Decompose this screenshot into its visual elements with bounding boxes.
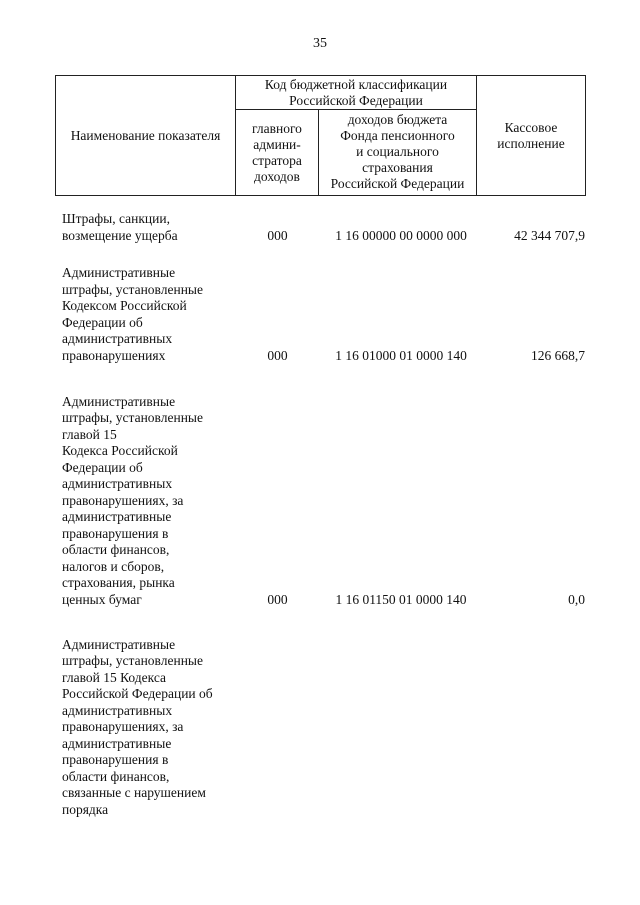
row-cash-amount: 42 344 707,9	[514, 227, 585, 243]
header-cash-execution-label: Кассовое исполнение	[497, 119, 565, 151]
header-cash-execution	[477, 76, 585, 195]
row-indicator-name: Административные штрафы, установленные главой 15 Кодекса Российской Федерации об административных правонарушениях, за административные правонарушения в области финансов, связанные с нарушением порядка	[62, 636, 213, 817]
row-admin-code: 000	[267, 227, 288, 243]
row-cash-amount: 126 668,7	[531, 347, 585, 363]
header-indicator-name	[56, 76, 236, 195]
header-chief-administrator-label: главного админи- стратора доходов	[252, 120, 302, 184]
table-header	[55, 75, 586, 196]
header-fund-income	[319, 110, 477, 195]
header-indicator-name-label: Наименование показателя	[70, 127, 221, 143]
header-fund-income-label: доходов бюджета Фонда пенсионного и социального страхования Российской Федерации	[330, 112, 465, 191]
row-indicator-name: Штрафы, санкции, возмещение ущерба	[62, 211, 178, 243]
table-row	[0, 628, 640, 818]
row-income-code: 1 16 01150 01 0000 140	[335, 591, 467, 607]
row-cash-amount: 0,0	[568, 591, 585, 607]
row-admin-code: 000	[267, 347, 288, 363]
header-budget-classification-code	[236, 76, 477, 110]
table-row	[0, 385, 640, 608]
row-admin-code: 000	[267, 591, 288, 607]
page-number: 35	[313, 36, 327, 51]
row-indicator-name: Административные штрафы, установленные главой 15 Кодекса Российской Федерации об административных правонарушениях, за административные правонарушения в области финансов, налогов и сборов, страхования, рынка ценных бумаг	[62, 393, 203, 607]
table-row	[0, 211, 640, 244]
header-budget-classification-code-label: Код бюджетной классификации Российской Федерации	[264, 76, 448, 108]
row-income-code: 1 16 00000 00 0000 000	[335, 227, 467, 243]
row-income-code: 1 16 01000 01 0000 140	[335, 347, 467, 363]
table-row	[0, 264, 640, 364]
row-indicator-name: Административные штрафы, установленные Кодексом Российской Федерации об административных правонарушениях	[62, 265, 203, 363]
header-chief-administrator	[236, 110, 319, 195]
